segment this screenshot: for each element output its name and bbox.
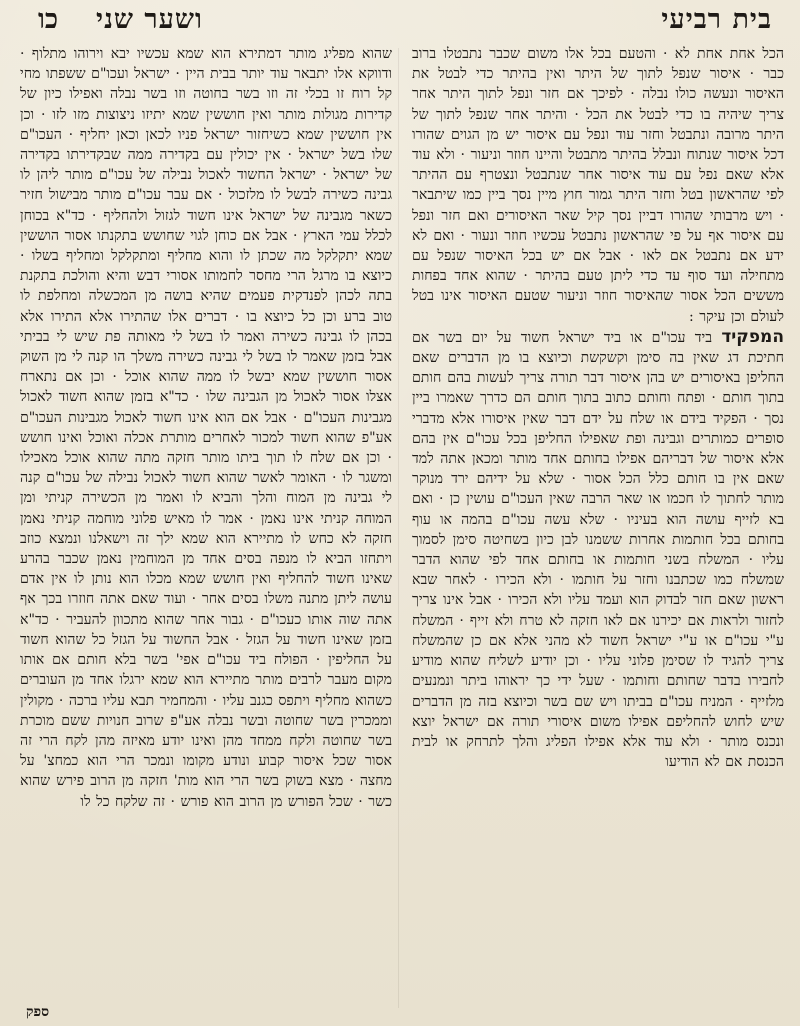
paragraph: שהוא מפליג מותר דמתירא הוא שמא עכשיו יבא וירוהו מתלוף · ודווקא אלו יתבאר עוד יותר בבית היין · ישראל ועכו"ם ששפתו מחי קל רוח זו בכלי זה וזו בשר בחוטה וזו בשר נבלה ואפילו כיון של קדירות מגולות מותר ואין חוששין שמא יתיזו ניצוצות מזו לזו · וכן אין חוששין שמא כשיחזור ישראל פניו לכאן וכאן יחליף · העכו"ם שלו בשל ישראל · אין יכולין עם בקדירה ממה שבקדירתו בקדירה של ישראל · ישראל החשוד לאכול נבילה של עכו"ם מותר ליהן לו גבינה כשירה לבשל לו מלזכול · אם עבר עכו"ם מותר מבישול חזיר כשאר מגבינה של ישראל אינו חשוד לגזול ולהחליף · כד"א בכוחן לכלל עמי הארץ · אבל אם כוחן לגוי שחושש בתקנתו אסור הוששין שמא יתקלקל מה שכתן לו והוא מחליף ומתקלקל ומחליף בשלו · כיוצא בו מרגל הרי מחסר לחמותו אסורי דבש והיא והולכת בתקנת בתה לכהן לפנדקית פעמים שהיא בושה מן המכשלה ומחלפת לו טוב ברע וכן כל כיוצא בו · דברים אלו שהתירו אלא התירו אלא בכהן לו גבינה כשירה ואמר לו בשל לי מאותה פת שיש לי בביתי אבל בזמן שאמר לו בשל לי גבינה כשירה משלך הו קנה לי מן השוק אסור חוששין שמא יבשל לו ממה שהוא אוכל · וכן אם נתארח אצלו אסור לאכול מן הגבינה שלו · כד"א בזמן שהוא חשוד לאכול מגבינות העכו"ם · אבל אם הוא אינו חשוד לאכול מגבינות העכו"ם אע"פ שהוא חשוד למכור לאחרים מותרת אכלה ואוכל ואינו חושש · וכן אם שלח לו תוך ביתו מותר חזקה מתה שהוא אוכל מאכילו ומשגר לו · האומר לאשר שהוא חשוד לאכול נבילה של עכו"ם קנה לי גבינה מן המוח והלך והביא לו ואמר מן הכשירה קניתי ומן המוחה קניתי אינו נאמן · אמר לו מאיש פלוני מוחמה קניתי נאמן חזקה לא כחש לו מתיירא הוא שמא ילך זה וישאלנו ונמצא כוזב ויתחזו הביא לו מנפה בסים אחד מן המוחמין נאמן שכבר בהרע שאינו חשוד להחליף ואין חושש שמא מכלו הוא נותן לו אין אדם עושה ליתן מתנה משלו בסים אחר · ועוד שאם אתה חוזרו בכך אף אתה שוה אותו כעכו"ם · גבור אחר שהוא מתכוון להעביר · כד"א בזמן שאינו חשוד על הגזל · אבל החשוד על הגזל כל שהוא חשוד על החליפין · הפולח ביד עכו"ם אפי' בשר בלא חותם אם אותו מקום מעבר לרבים מותר מתיירא הוא שמא ירגלו אחד מן העוברים כשהוא מחליף ויתפס כגנב עליו · והמחמיר תבא עליו ברכה · מקולין וממכרין בשר שחוטה ובשר נבלה אע"פ שרוב חנויות ששם מוכרת בשר שחוטה ולקח ממחד מהן ואינו יודע מאיזה מהן לקח הרי זה אסור שכל איסור קבוע ונודע מקומו ונמכר הרי הוא כמחצ' על מחצה · מצא בשוק בשר הרי הוא מות' חזקה מן הרוב פירש שהוא כשר · שכל הפורש מן הרוב הוא פורש · זה שלקח כל לו [20, 46, 392, 810]
running-title-right: בית רביעי [661, 4, 772, 35]
catchword: ספק [26, 1004, 50, 1020]
text-column-right [412, 44, 784, 1012]
running-header [0, 0, 800, 40]
paragraph [412, 327, 784, 772]
folio-number: כו [38, 4, 59, 35]
column-divider [398, 48, 399, 1008]
lead-word: המפקיד [721, 326, 784, 347]
paragraph-text: ביד עכו"ם או ביד ישראל חשוד על יום בשר אם חתיכת דג שאין בה סימן וקשקשת וכיוצא בו מן הדברים שאם החליפן באיסורים יש בהן איסור דבר תורה צריך לעשות בהם חותם בתוך חותם · ופתח וחותם כתוב בתוך חותם הם כדרך שאמרו ביין נסך · הפקיד בידם או שלח על ידם דבר שאין איסורו אלא מדברי סופרים כמותרים וגבינה ופת שאפילו החליפן בכל עכו"ם אין בהם אלא איסור של דבריהם אפילו בחותם אחד מותר ומכאן אתה למד שאם אין בו חותם כלל הכל אסור · שלא על ידיהם ירד מנוקר מותר לחתוך לו חכמו או שאר הרבה שאין העכו"ם עושין כן · ואם בא לזייף עושה הוא בעיניו · שלא עשה עכו"ם בהמה או עוף בחותם בכל חותמות אחרות ששמנו לבן כיון בשחיטה סימן לסמוך עליו · המשלח בשני חותמות או בחותם אחד לפי שהוא הדבר שמשלח כמו שכתבנו וחזר על חותמו · ולא הכירו · לאחר שבא ראשון שאם חזר לבדוק הוא ועמד עליו ולא הכירו · אבל אינו צריך לחזור ולראות אם יכירנו אם לאו חזקה לא טרח ולא זייף · המשלח ע"י עכו"ם או ע"י ישראל חשוד לא מהני אלא אם כן שהמשלח צריך להגיד לו שסימן פלוני עליו · וכן יודיע לשליח שהוא מודיע לחבירו בדבר שחותם וחותמו · שעל ידי כך יראוהו ביתר ונמנעים מלזייף · המניח עכו"ם בביתו ויש שם בשר וכיוצא בזה מן הדברים שיש לחוש להחליפם אפילו משום איסורי תורה אם ישראל יוצא ונכנס מותר · ולא עוד אלא אפילו הפליג והלך לתרחק או לבית הכנסת אם לא הודיעו [412, 329, 784, 771]
running-title-left: ושער שני [96, 4, 203, 35]
paragraph: הכל אחת אחת לא · והטעם בכל אלו משום שכבר נתבטלו ברוב כבר · איסור שנפל לתוך של היתר ואין בהיתר כדי לבטל את האיסור ונעשה כולו נבלה · לפיכך אם חזר ונפל לתוך היתר אחר צריך שיהיה בו כדי לבטל את הכל · והיתר אחר שנפל לתוך של היתר מרובה ונתבטל וחזר עוד ונפל עם איסור יש מן הגוים שהורו דכל איסור שנתוח ונבלל בהיתר מתבטל והיינו חוזר וניעור · ולא עוד אלא שאם נפל עם עוד איסור אחר שנתבטל ונצטרף עם ההיתר לפי שהראשון בטל וחזר היתר גמור חוץ מיין נסך ביין כמו שיתבאר · ויש מרבותי שהורו דביין נסך קיל שאר האיסורים ואם חזר ונפל עם איסור אף על פי שהראשון נתבטל עכשיו חוזר ונעור · ואם לא ידע אם נתבטל אם לאו · אבל אם יש בכל האיסור שנפל עם מתחילה ועד סוף עד כדי ליתן טעם בהיתר · שהוא אחד בפחות מששים הכל אסור שהאיסור חוזר וניעור שטעם האיסור אינו בטל לעולם וכן עיקר : [412, 46, 784, 325]
text-column-left [20, 44, 392, 1012]
